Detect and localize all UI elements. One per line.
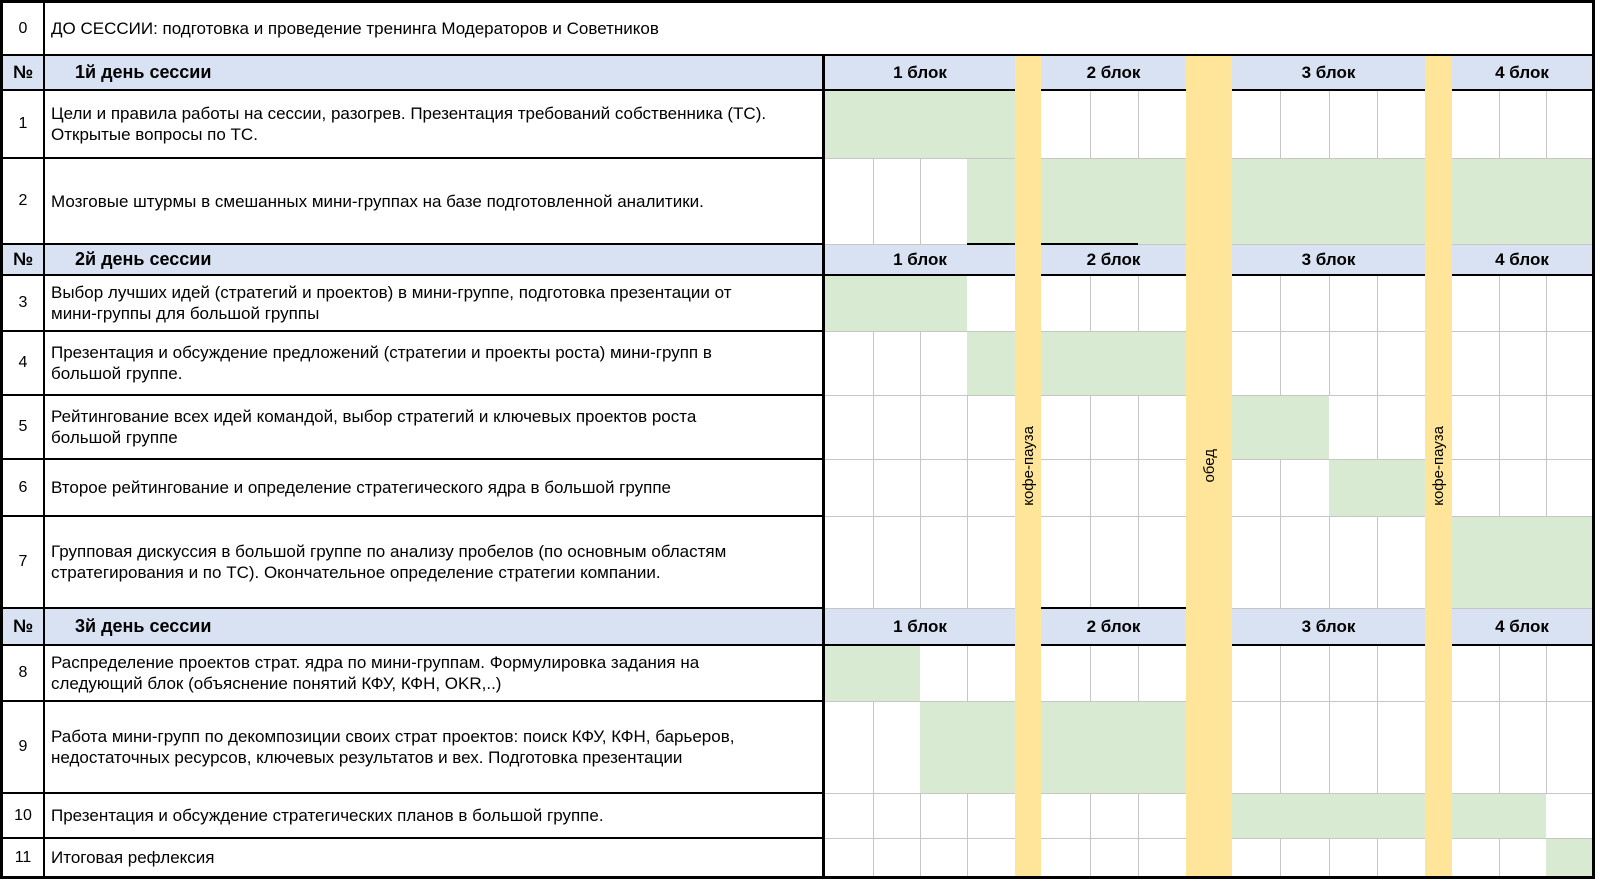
pre-session-text-cell[interactable]: ДО СЕССИИ: подготовка и проведение тренинга Модераторов и Советников: [45, 3, 1592, 56]
schedule-cell[interactable]: [1499, 91, 1546, 158]
schedule-cell[interactable]: [1546, 332, 1592, 395]
block4-header-cell[interactable]: 4 блок: [1495, 62, 1549, 82]
schedule-cell[interactable]: [1232, 91, 1280, 158]
schedule-cell[interactable]: [920, 794, 967, 838]
block2-header-cell[interactable]: 2 блок: [1086, 249, 1141, 269]
day1-title-cell[interactable]: 1й день сессии: [45, 56, 825, 91]
schedule-cell[interactable]: [1377, 702, 1425, 793]
schedule-cell[interactable]: [873, 794, 920, 838]
scheduled-activity-cell[interactable]: [825, 646, 920, 701]
scheduled-activity-cell[interactable]: [967, 332, 1186, 395]
schedule-cell[interactable]: [967, 517, 1015, 608]
task-row: [3, 839, 1592, 876]
schedule-cell[interactable]: [1280, 702, 1329, 793]
schedule-cell[interactable]: [1452, 396, 1499, 459]
schedule-cell[interactable]: [1546, 794, 1592, 838]
schedule-cell[interactable]: [1377, 396, 1425, 459]
block3-header-cell[interactable]: 3 блок: [1301, 616, 1356, 636]
schedule-cell[interactable]: [1452, 332, 1499, 395]
day3-header-row: [3, 609, 1592, 646]
row-number-cell[interactable]: 3: [3, 276, 45, 332]
block1-header-cell[interactable]: 1 блок: [893, 249, 947, 269]
schedule-cell[interactable]: [1377, 332, 1425, 395]
schedule-cell[interactable]: [873, 332, 920, 395]
schedule-cell[interactable]: [1090, 276, 1138, 331]
schedule-cell[interactable]: [1041, 91, 1090, 158]
schedule-cell[interactable]: [1329, 839, 1377, 876]
task-text-cell[interactable]: Работа мини-групп по декомпозиции своих страт проектов: поиск КФУ, КФН, барьеров, недостаточных ресурсов, ключевых результатов и вех. Подготовка презентации: [45, 702, 825, 794]
block1-header-cell[interactable]: 1 блок: [893, 62, 947, 82]
schedule-cell[interactable]: [1232, 332, 1280, 395]
task-row: [3, 646, 1592, 702]
schedule-cell[interactable]: [1232, 276, 1280, 331]
block4-header-cell[interactable]: 4 блок: [1495, 616, 1549, 636]
pre-session-row: [3, 3, 1592, 56]
scheduled-activity-cell[interactable]: [825, 91, 1015, 158]
row-number-cell[interactable]: 10: [3, 794, 45, 839]
block4-header-cell[interactable]: 4 блок: [1495, 249, 1549, 269]
schedule-cell[interactable]: [825, 702, 873, 793]
schedule-cell[interactable]: [1499, 332, 1546, 395]
task-row: [3, 702, 1592, 794]
task-row: [3, 91, 1592, 159]
row-number-cell[interactable]: 1: [3, 91, 45, 159]
schedule-cell[interactable]: [1546, 91, 1592, 158]
schedule-cell[interactable]: [825, 839, 873, 876]
schedule-cell[interactable]: [1377, 646, 1425, 701]
task-text-cell[interactable]: Распределение проектов страт. ядра по мини-группам. Формулировка задания на следующий блок (объяснение понятий КФУ, КФН, OKR,..): [45, 646, 825, 702]
schedule-cell[interactable]: [1452, 460, 1499, 516]
schedule-cell[interactable]: [873, 396, 920, 459]
schedule-cell[interactable]: [1041, 396, 1090, 459]
schedule-cell[interactable]: [1499, 460, 1546, 516]
border-artifact: [967, 243, 1015, 245]
block2-header-cell[interactable]: 2 блок: [1086, 62, 1141, 82]
schedule-cell[interactable]: [1329, 276, 1377, 331]
schedule-cell[interactable]: [1041, 517, 1090, 608]
day2-title-cell[interactable]: 2й день сессии: [45, 245, 825, 276]
task-text-cell[interactable]: Мозговые штурмы в смешанных мини-группах на базе подготовленной аналитики.: [45, 159, 825, 245]
row-number-cell[interactable]: 11: [3, 839, 45, 876]
task-text-cell[interactable]: Цели и правила работы на сессии, разогрев. Презентация требований собственника (ТС). Открытые вопросы по ТС.: [45, 91, 825, 159]
scheduled-activity-cell[interactable]: [920, 702, 1186, 793]
schedule-cell[interactable]: [1452, 839, 1499, 876]
schedule-cell[interactable]: [1090, 460, 1138, 516]
task-row: [3, 794, 1592, 839]
row-number-cell[interactable]: 7: [3, 517, 45, 609]
schedule-cell[interactable]: [873, 460, 920, 516]
num-column-header[interactable]: №: [3, 609, 45, 646]
schedule-cell[interactable]: [1452, 702, 1499, 793]
row-number-cell[interactable]: 6: [3, 460, 45, 517]
schedule-cell[interactable]: [1041, 794, 1090, 838]
row-number-cell[interactable]: 9: [3, 702, 45, 794]
scheduled-activity-cell[interactable]: [1452, 517, 1592, 608]
coffee-break-column-1[interactable]: [1015, 56, 1041, 876]
schedule-cell[interactable]: [1041, 646, 1090, 701]
schedule-cell[interactable]: [1280, 839, 1329, 876]
schedule-cell[interactable]: [1138, 794, 1186, 838]
schedule-cell[interactable]: [1452, 646, 1499, 701]
lunch-break-column[interactable]: [1186, 56, 1232, 876]
schedule-cell[interactable]: [1377, 91, 1425, 158]
schedule-cell[interactable]: [825, 517, 873, 608]
schedule-cell[interactable]: [1546, 702, 1592, 793]
schedule-cell[interactable]: [920, 159, 967, 244]
day3-title-cell[interactable]: 3й день сессии: [45, 609, 825, 646]
schedule-cell[interactable]: [1377, 276, 1425, 331]
schedule-cell[interactable]: [1232, 517, 1280, 608]
task-text-cell[interactable]: Второе рейтингование и определение стратегического ядра в большой группе: [45, 460, 825, 517]
schedule-cell[interactable]: [920, 517, 967, 608]
row-number-cell[interactable]: 4: [3, 332, 45, 396]
block2-header-cell[interactable]: 2 блок: [1086, 616, 1141, 636]
task-text-cell[interactable]: Итоговая рефлексия: [45, 839, 825, 876]
schedule-cell[interactable]: [1546, 460, 1592, 516]
schedule-cell[interactable]: [1138, 91, 1186, 158]
schedule-cell[interactable]: [1499, 276, 1546, 331]
schedule-cell[interactable]: [1138, 517, 1186, 608]
schedule-cell[interactable]: [1041, 460, 1090, 516]
schedule-cell[interactable]: [1452, 276, 1499, 331]
schedule-cell[interactable]: [1138, 276, 1186, 331]
schedule-cell[interactable]: [1232, 646, 1280, 701]
schedule-cell[interactable]: [1138, 839, 1186, 876]
schedule-cell[interactable]: [1329, 91, 1377, 158]
schedule-cell[interactable]: [1138, 646, 1186, 701]
schedule-cell[interactable]: [1546, 646, 1592, 701]
schedule-cell[interactable]: [967, 646, 1015, 701]
task-row: [3, 396, 1592, 460]
num-column-header[interactable]: №: [3, 56, 45, 91]
schedule-cell[interactable]: [1090, 839, 1138, 876]
coffee-break-column-2[interactable]: [1425, 56, 1452, 876]
schedule-cell[interactable]: [1280, 646, 1329, 701]
schedule-cell[interactable]: [1138, 460, 1186, 516]
coffee-break-label: кофе-пауза: [1019, 426, 1037, 506]
schedule-cell[interactable]: [967, 794, 1015, 838]
schedule-cell[interactable]: [825, 460, 873, 516]
task-row: [3, 332, 1592, 396]
task-row: [3, 276, 1592, 332]
schedule-cell[interactable]: [1329, 517, 1377, 608]
schedule-cell[interactable]: [967, 460, 1015, 516]
schedule-cell[interactable]: [1499, 839, 1546, 876]
num-column-header[interactable]: №: [3, 245, 45, 276]
coffee-break-label: кофе-пауза: [1430, 426, 1447, 506]
schedule-cell[interactable]: [1499, 702, 1546, 793]
schedule-cell[interactable]: [1329, 396, 1377, 459]
schedule-cell[interactable]: [1499, 396, 1546, 459]
row-number-cell[interactable]: 2: [3, 159, 45, 245]
schedule-cell[interactable]: [1232, 839, 1280, 876]
schedule-cell[interactable]: [920, 396, 967, 459]
block3-header-cell[interactable]: 3 блок: [1301, 249, 1356, 269]
scheduled-activity-cell[interactable]: [1232, 794, 1546, 838]
row-number-cell[interactable]: 0: [3, 3, 45, 56]
schedule-cell[interactable]: [1280, 332, 1329, 395]
schedule-cell[interactable]: [873, 159, 920, 244]
schedule-cell[interactable]: [873, 839, 920, 876]
task-text-cell[interactable]: Групповая дискуссия в большой группе по анализу пробелов (по основным областям стратегирования и по ТС). Окончательное определение стратегии компании.: [45, 517, 825, 609]
schedule-cell[interactable]: [967, 276, 1015, 331]
task-text-cell[interactable]: Выбор лучших идей (стратегий и проектов) в мини-группе, подготовка презентации от мини-группы для большой группы: [45, 276, 825, 332]
schedule-cell[interactable]: [1138, 396, 1186, 459]
schedule-cell[interactable]: [1280, 91, 1329, 158]
schedule-cell[interactable]: [1280, 460, 1329, 516]
row-number-cell[interactable]: 8: [3, 646, 45, 702]
schedule-cell[interactable]: [920, 460, 967, 516]
block1-header-cell[interactable]: 1 блок: [893, 616, 947, 636]
schedule-cell[interactable]: [825, 332, 873, 395]
schedule-cell[interactable]: [873, 702, 920, 793]
row-number-cell[interactable]: 5: [3, 396, 45, 460]
schedule-cell[interactable]: [873, 517, 920, 608]
schedule-cell[interactable]: [825, 396, 873, 459]
schedule-cell[interactable]: [1090, 517, 1138, 608]
schedule-cell[interactable]: [1546, 396, 1592, 459]
schedule-cell[interactable]: [825, 794, 873, 838]
schedule-cell[interactable]: [1090, 794, 1138, 838]
scheduled-activity-cell[interactable]: [1329, 460, 1425, 516]
schedule-cell[interactable]: [1280, 517, 1329, 608]
schedule-cell[interactable]: [1090, 396, 1138, 459]
schedule-cell[interactable]: [967, 839, 1015, 876]
scheduled-activity-cell[interactable]: [1546, 839, 1592, 876]
task-row: [3, 159, 1592, 245]
task-row: [3, 460, 1592, 517]
schedule-cell[interactable]: [920, 646, 967, 701]
schedule-cell[interactable]: [920, 332, 967, 395]
scheduled-activity-cell[interactable]: [1232, 396, 1329, 459]
schedule-cell[interactable]: [1090, 91, 1138, 158]
schedule-cell[interactable]: [1499, 646, 1546, 701]
schedule-cell[interactable]: [1329, 702, 1377, 793]
lunch-break-label: обед: [1200, 449, 1218, 483]
task-row: [3, 517, 1592, 609]
task-text-cell[interactable]: Рейтингование всех идей командой, выбор стратегий и ключевых проектов роста большой группе: [45, 396, 825, 460]
schedule-cell[interactable]: [1329, 332, 1377, 395]
schedule-cell[interactable]: [1232, 702, 1280, 793]
schedule-cell[interactable]: [1041, 276, 1090, 331]
schedule-cell[interactable]: [1090, 646, 1138, 701]
schedule-cell[interactable]: [967, 396, 1015, 459]
border-artifact: [1041, 607, 1186, 609]
schedule-cell[interactable]: [1280, 276, 1329, 331]
scheduled-activity-cell[interactable]: [967, 159, 1592, 244]
scheduled-activity-cell[interactable]: [825, 276, 967, 331]
border-artifact: [1041, 243, 1138, 245]
schedule-cell[interactable]: [1329, 646, 1377, 701]
block3-header-cell[interactable]: 3 блок: [1301, 62, 1356, 82]
schedule-cell[interactable]: [1546, 276, 1592, 331]
schedule-cell[interactable]: [1377, 839, 1425, 876]
schedule-cell[interactable]: [920, 839, 967, 876]
task-text-cell[interactable]: Презентация и обсуждение стратегических планов в большой группе.: [45, 794, 825, 839]
task-text-cell[interactable]: Презентация и обсуждение предложений (стратегии и проекты роста) мини-групп в большой группе.: [45, 332, 825, 396]
day1-header-row: [3, 56, 1592, 91]
schedule-cell[interactable]: [1232, 460, 1280, 516]
schedule-cell[interactable]: [825, 159, 873, 244]
schedule-cell[interactable]: [1041, 839, 1090, 876]
schedule-cell[interactable]: [1377, 517, 1425, 608]
day2-header-row: [3, 245, 1592, 276]
schedule-cell[interactable]: [1452, 91, 1499, 158]
